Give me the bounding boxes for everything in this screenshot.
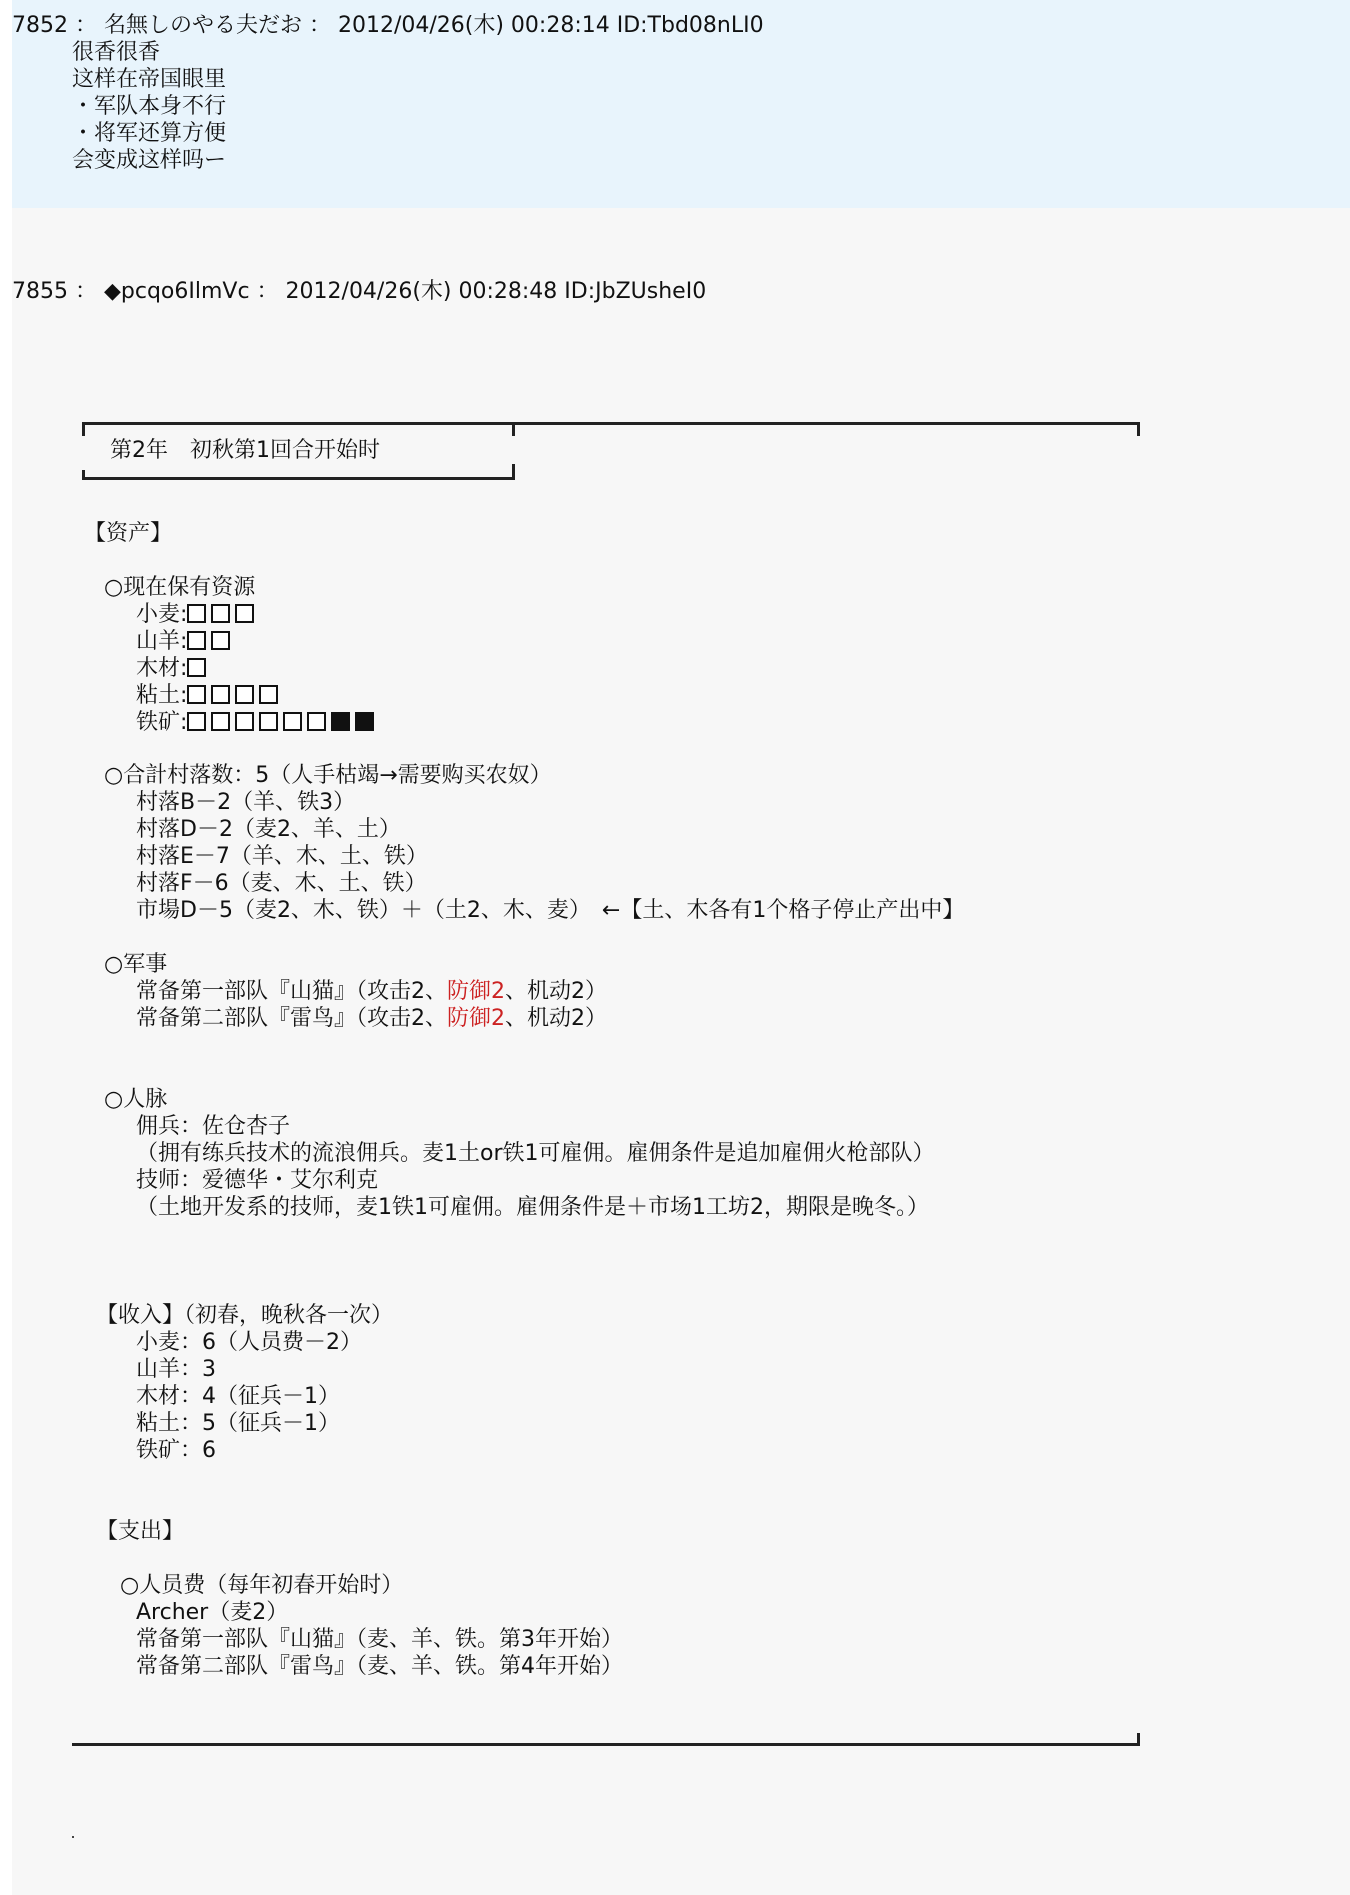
empty-box-icon bbox=[187, 631, 206, 650]
resource-label: 山羊: bbox=[136, 629, 188, 654]
resource-boxes bbox=[187, 656, 211, 681]
empty-box-icon bbox=[187, 685, 206, 704]
contact-line: （拥有练兵技术的流浪佣兵。麦1土or铁1可雇佣。雇佣条件是追加雇佣火枪部队） bbox=[136, 1141, 935, 1166]
village-item: 村落F－6（麦、木、土、铁） bbox=[136, 871, 427, 896]
military-unit: 常备第一部队『山猫』（攻击2、防御2、机动2） bbox=[136, 979, 607, 1004]
village-item: 村落B－2（羊、铁3） bbox=[136, 790, 356, 815]
resource-row-wood bbox=[136, 655, 211, 682]
post-line: ・军队本身不行 bbox=[72, 94, 227, 119]
village-item: 村落D－2（麦2、羊、土） bbox=[136, 817, 401, 842]
assets-heading: 【资产】 bbox=[84, 521, 173, 546]
resource-label: 粘土: bbox=[136, 683, 188, 708]
frame-corner bbox=[82, 422, 85, 436]
frame-bottom-rule bbox=[72, 1743, 1140, 1746]
post-line: 很香很香 bbox=[72, 40, 161, 65]
military-unit: 常备第二部队『雷鸟』（攻击2、防御2、机动2） bbox=[136, 1006, 607, 1031]
expense-line: Archer（麦2） bbox=[136, 1600, 289, 1625]
expenses-heading: 【支出】 bbox=[96, 1519, 185, 1544]
villages-heading: ○合計村落数：5（人手枯竭→需要购买农奴） bbox=[104, 763, 552, 788]
empty-box-icon bbox=[259, 685, 278, 704]
resource-boxes bbox=[187, 629, 235, 654]
income-line: 山羊：3 bbox=[136, 1357, 216, 1382]
empty-box-icon bbox=[235, 685, 254, 704]
empty-box-icon bbox=[187, 604, 206, 623]
resource-label: 小麦: bbox=[136, 602, 188, 627]
personnel-heading: ○人员费（每年初春开始时） bbox=[120, 1573, 404, 1598]
frame-top-rule bbox=[82, 422, 1140, 425]
empty-box-icon bbox=[235, 712, 254, 731]
resource-row-goat bbox=[136, 628, 235, 655]
post-header: 7855 ： ◆pcqo6IlmVc ： 2012/04/26(木) 00:28:48 ID:JbZUsheI0 bbox=[12, 279, 707, 304]
empty-box-icon bbox=[187, 712, 206, 731]
expense-line: 常备第一部队『山猫』（麦、羊、铁。第3年开始） bbox=[136, 1627, 623, 1652]
filled-box-icon bbox=[331, 712, 350, 731]
filled-box-icon bbox=[355, 712, 374, 731]
empty-box-icon bbox=[211, 712, 230, 731]
dot-mark bbox=[72, 1836, 74, 1838]
resource-boxes bbox=[187, 710, 379, 735]
income-line: 粘土：5（征兵－1） bbox=[136, 1411, 340, 1436]
empty-box-icon bbox=[235, 604, 254, 623]
income-line: 铁矿：6 bbox=[136, 1438, 216, 1463]
income-heading: 【收入】（初春，晚秋各一次） bbox=[96, 1303, 394, 1328]
resource-row-wheat bbox=[136, 601, 259, 628]
resource-boxes bbox=[187, 602, 259, 627]
post-line: ・将军还算方便 bbox=[72, 121, 227, 146]
empty-box-icon bbox=[211, 604, 230, 623]
empty-box-icon bbox=[211, 631, 230, 650]
post-line: 会变成这样吗ー bbox=[72, 148, 227, 173]
contacts-heading: ○人脉 bbox=[104, 1087, 168, 1112]
resource-row-iron bbox=[136, 709, 379, 736]
income-line: 木材：4（征兵－1） bbox=[136, 1384, 340, 1409]
resource-label: 木材: bbox=[136, 656, 188, 681]
frame-bottom-rule bbox=[82, 477, 515, 480]
post-header: 7852 ： 名無しのやる夫だお ： 2012/04/26(木) 00:28:14 ID:Tbd08nLI0 bbox=[12, 13, 764, 38]
village-item: 村落E－7（羊、木、土、铁） bbox=[136, 844, 428, 869]
frame-corner bbox=[1137, 1733, 1140, 1746]
resource-boxes bbox=[187, 683, 283, 708]
contact-line: （土地开发系的技师，麦1铁1可雇佣。雇佣条件是＋市场1工坊2，期限是晚冬。） bbox=[136, 1195, 929, 1220]
contact-line: 技师：爱德华・艾尔利克 bbox=[136, 1168, 379, 1193]
defense-stat: 防御2 bbox=[447, 979, 505, 1004]
expense-line: 常备第二部队『雷鸟』（麦、羊、铁。第4年开始） bbox=[136, 1654, 623, 1679]
resources-heading: ○现在保有资源 bbox=[104, 575, 256, 600]
frame-divider bbox=[512, 422, 515, 436]
post-line: 这样在帝国眼里 bbox=[72, 67, 227, 92]
frame-corner bbox=[1137, 422, 1140, 436]
resource-row-clay bbox=[136, 682, 283, 709]
empty-box-icon bbox=[259, 712, 278, 731]
empty-box-icon bbox=[307, 712, 326, 731]
military-heading: ○军事 bbox=[104, 952, 168, 977]
village-item: 市場D－5（麦2、木、铁）＋（土2、木、麦） ←【土、木各有1个格子停止产出中】 bbox=[136, 898, 965, 923]
defense-stat: 防御2 bbox=[447, 1006, 505, 1031]
income-line: 小麦：6（人员费－2） bbox=[136, 1330, 362, 1355]
empty-box-icon bbox=[211, 685, 230, 704]
contact-line: 佣兵：佐仓杏子 bbox=[136, 1114, 291, 1139]
resource-label: 铁矿: bbox=[136, 710, 188, 735]
section-title: 第2年 初秋第1回合开始时 bbox=[110, 438, 380, 463]
empty-box-icon bbox=[283, 712, 302, 731]
empty-box-icon bbox=[187, 658, 206, 677]
